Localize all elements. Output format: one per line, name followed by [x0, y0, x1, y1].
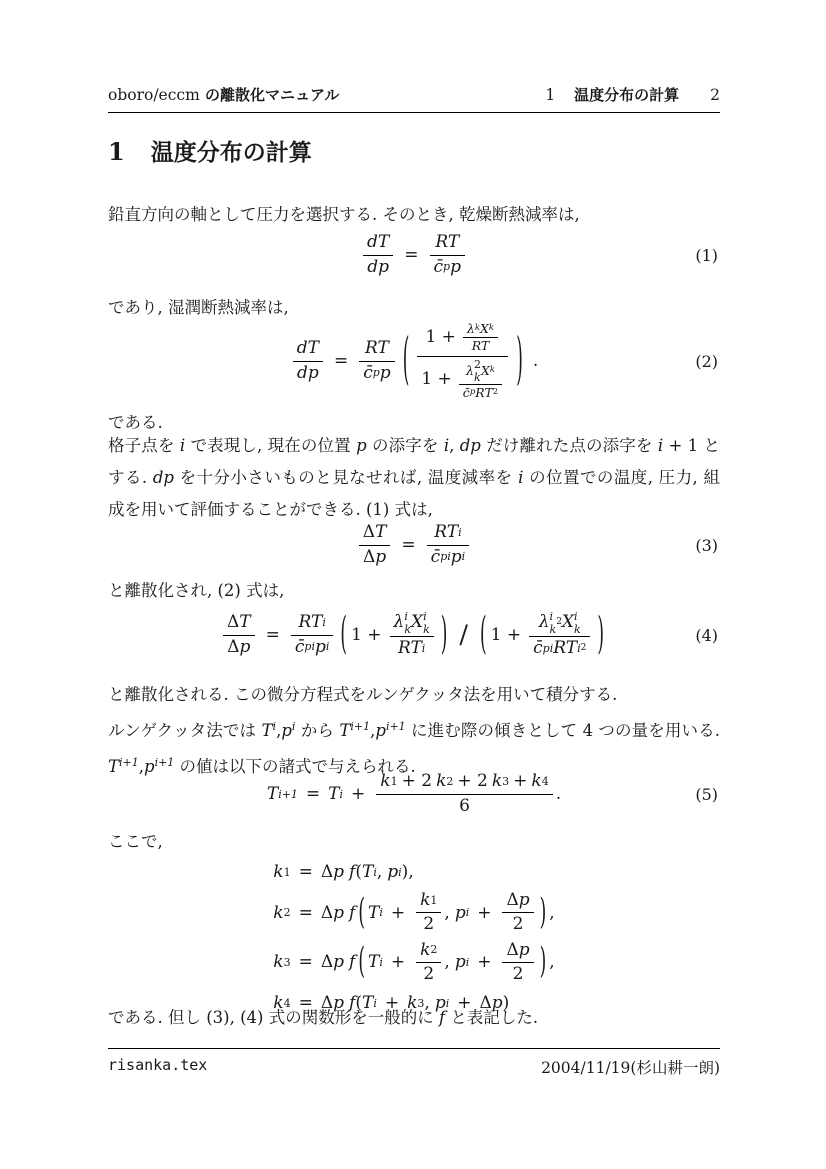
equals-sign: = [404, 245, 419, 265]
paren-right: ) [516, 328, 523, 394]
eq-tag: (4) [695, 625, 718, 645]
fraction: $\frac{dT}{dp}$ [293, 337, 323, 385]
paragraph-intro: 鉛直方向の軸として圧力を選択する. そのとき, 乾燥断熱減率は, [108, 205, 580, 224]
section-title: 温度分布の計算 [150, 140, 312, 166]
equation-4: Δ T Δ p = RT i c̄ p i p i ( 1 + λ i k X i k RT i ) / ( 1 + λ i k 2 X i k c̄ p i RT i 2 ) (4) [108, 601, 720, 669]
section-heading [108, 134, 720, 167]
footer-date-author: 2004/11/19(杉山耕一朗) [541, 1059, 720, 1077]
eq-tag: (3) [695, 535, 718, 555]
eq-tag: (1) [695, 245, 718, 265]
paragraph: と離散化され, (2) 式は, [108, 581, 285, 600]
equation-5: T i+1 = T i + k 1 + 2 k 2 + 2 k 3 + k 4 6 . (5) [108, 768, 720, 820]
var: T [328, 784, 340, 804]
fraction: Δ T Δ p [223, 611, 255, 659]
header-doc-name: oboro/eccm [108, 86, 200, 104]
equals-sign: = [305, 784, 321, 804]
var: dp [152, 468, 174, 487]
paragraph-discretize: 格子点を i で表現し, 現在の位置 p の添字を i, dp だけ離れた点の添字を i + 1 とする. dp を十分小さいものと見なせれば, 温度減率を i の位置での温度, 圧力, 組成を用いて評価することができる. (1) 式は, [108, 436, 721, 519]
paragraph-rungekutta: ルンゲクッタ法では $T^i,p^i$ から $T^{i+1},p^{i+1}$ に進む際の傾きとして 4 つの量を用いる. $T^{i+1},p^{i+1}$ の値は以下の諸式で与えられる. [108, 720, 720, 776]
period: . [555, 784, 562, 804]
var: T [261, 721, 273, 740]
fraction: RT i c̄ p i p i [427, 521, 470, 569]
var: p [144, 757, 155, 776]
fraction: $\frac{dT}{dp}$ [363, 231, 393, 279]
var: i [443, 436, 450, 455]
var: T [339, 721, 351, 740]
header-right [545, 84, 720, 105]
small-fraction: λ k X k RT [463, 321, 498, 355]
var: i [657, 436, 664, 455]
fraction: RT c̄ p p [430, 231, 465, 279]
paren-right: ) [440, 609, 448, 661]
var: i [518, 468, 524, 487]
small-fraction: λ 2 k X k c̄ p RT 2 [459, 358, 502, 401]
equals-sign: = [401, 535, 416, 555]
paragraph-closing: である. 但し (3), (4) 式の関数形を一般的に f と表記した. [108, 1008, 539, 1027]
k2-equation: k 2 = Δ p f ( T i + k 1 2 , p i + Δ p 2 ) , [273, 889, 554, 937]
paragraph: ここで, [108, 832, 163, 851]
fraction: λ i k 2 X i k c̄ p i RT i 2 [529, 610, 590, 660]
equation-2 [108, 316, 720, 406]
fraction: RT c̄ p p [359, 337, 394, 385]
period: . [532, 351, 539, 371]
divide-slash: / [459, 620, 468, 650]
fraction: λ i k X i k RT i [390, 610, 434, 660]
page-footer [108, 1048, 720, 1078]
equals-sign: = [265, 625, 280, 645]
paren-right: ) [597, 609, 604, 661]
equals-sign: = [333, 351, 349, 371]
equation-1 [108, 226, 720, 284]
fraction: Δ T Δ p [359, 521, 391, 569]
paragraph: と離散化される. この微分方程式をルンゲクッタ法を用いて積分する. [108, 685, 618, 704]
page-header [108, 84, 720, 113]
paren-left: ( [402, 328, 410, 394]
k3-equation: k 3 = Δ p f ( T i + k 2 2 , p i + Δ p 2 ) , [273, 939, 554, 987]
fraction: RT i c̄ p i p i [291, 611, 334, 659]
equation-3 [108, 517, 720, 573]
eq-tag: (5) [695, 784, 718, 804]
var: T [108, 757, 120, 776]
header-section-number: 1 [545, 86, 556, 104]
paragraph: である. [108, 413, 163, 432]
eq-tag: (2) [695, 351, 718, 371]
var: p [375, 721, 386, 740]
header-left [108, 84, 339, 105]
big-fraction: 1 + λ k X k RT 1 + λ 2 k X k c̄ p RT 2 [417, 320, 508, 402]
k1-equation: k 1 = Δ p f ( T i , p i ) , [273, 862, 414, 882]
fraction: k 1 + 2 k 2 + 2 k 3 + k 4 6 [376, 770, 552, 818]
var: p [281, 721, 292, 740]
paren-left: ( [480, 609, 487, 661]
paren-left: ( [340, 609, 348, 661]
header-section-title: 温度分布の計算 [574, 86, 680, 104]
footer-filename: risanka.tex [108, 1056, 208, 1074]
var: i [179, 436, 186, 455]
k4-equation: k 4 = Δ p f ( T i + k 3 , p i + Δ p ) [273, 993, 510, 1013]
var: dp [459, 436, 481, 455]
paragraph: であり, 湿潤断熱減率は, [108, 298, 289, 317]
var: f [438, 1008, 446, 1027]
k-equations-block [108, 856, 720, 1019]
header-doc-title-jp: の離散化マニュアル [199, 86, 340, 104]
header-page-number: 2 [710, 86, 720, 104]
var: p [356, 436, 367, 455]
section-number: 1 [108, 137, 125, 166]
var: T [266, 784, 279, 804]
